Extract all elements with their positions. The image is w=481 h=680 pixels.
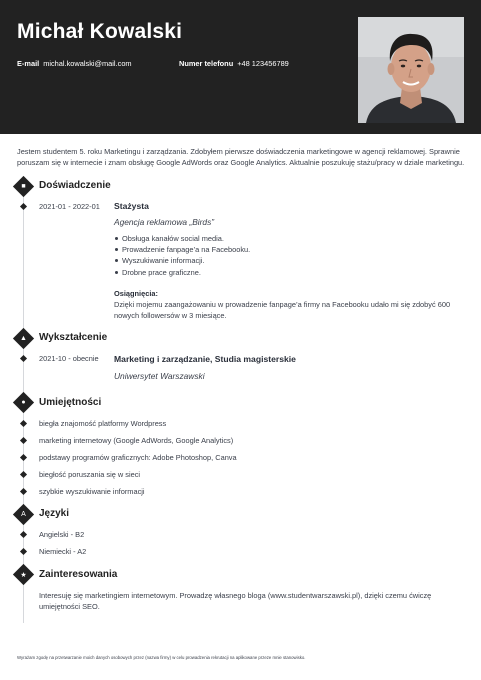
date-start: 2021-10 — [39, 354, 67, 363]
skill-bullet — [20, 420, 27, 427]
translate-icon: A — [13, 504, 34, 525]
degree-title: Marketing i zarządzanie, Studia magisterskie — [114, 354, 296, 364]
contact-phone — [179, 59, 289, 68]
profile-summary: Jestem studentem 5. roku Marketingu i zarządzania. Zdobyłem pierwsze doświadczenia marketingowe w agencji reklamowej. Sprawnie poruszam się w internecie i znam obsługę Google AdWords oraz Google Analytics. Aktualnie poszukuję stażu/pracy w dziale marketingu. — [17, 147, 465, 168]
skill-item: marketing internetowy (Google AdWords, Google Analytics) — [39, 436, 234, 445]
achievements-text: Dzięki mojemu zaangażowaniu w prowadzenie fanpage’a firmy na Facebooku udało mi się zdobyć 600 nowych followersów w 3 miesiące. — [114, 300, 451, 321]
contact-email — [17, 59, 132, 68]
star-icon: ★ — [13, 564, 34, 585]
company-name: Agencja reklamowa „Birds” — [114, 217, 215, 227]
phone-label: Numer telefonu — [179, 59, 234, 68]
skill-bullet — [20, 488, 27, 495]
skill-bullet — [20, 454, 27, 461]
interests-text: Interesuję się marketingiem internetowym. Prowadzę własnego bloga (www.studentwarszawski.pl), dzięki czemu ćwiczę umiejętności SEO. — [39, 591, 432, 612]
list-item: Prowadzenie fanpage’a na Facebooku. — [114, 244, 250, 255]
skill-item: biegłość poruszania się w sieci — [39, 470, 141, 479]
section-title-languages: Języki — [39, 508, 70, 519]
resume-header — [0, 0, 481, 134]
date-start: 2021-01 — [39, 202, 67, 211]
language-bullet — [20, 548, 27, 555]
skill-bullet — [20, 471, 27, 478]
education-date — [39, 354, 99, 363]
duties-list — [114, 233, 250, 278]
experience-date — [39, 202, 100, 211]
section-title-interests: Zainteresowania — [39, 569, 118, 580]
achievements-label: Osiągnięcia: — [114, 289, 158, 298]
skill-item: szybkie wyszukiwanie informacji — [39, 487, 145, 496]
experience-bullet — [20, 203, 27, 210]
section-title-education: Wykształcenie — [39, 332, 108, 343]
lightbulb-icon: ● — [13, 392, 34, 413]
candidate-name: Michał Kowalski — [17, 20, 183, 43]
language-bullet — [20, 531, 27, 538]
profile-photo — [358, 17, 464, 123]
date-end: obecnie — [72, 354, 99, 363]
date-separator: - — [68, 354, 71, 363]
date-separator: - — [68, 202, 71, 211]
skill-item: podstawy programów graficznych: Adobe Photoshop, Canva — [39, 453, 237, 462]
briefcase-icon: ■ — [13, 176, 34, 197]
list-item: Obsługa kanałów social media. — [114, 233, 250, 244]
section-title-skills: Umiejętności — [39, 397, 102, 408]
email-value: michal.kowalski@mail.com — [43, 59, 132, 68]
language-item: Niemiecki - A2 — [39, 547, 87, 556]
education-bullet — [20, 355, 27, 362]
list-item: Wyszukiwanie informacji. — [114, 255, 250, 266]
section-title-experience: Doświadczenie — [39, 180, 111, 191]
list-item: Drobne prace graficzne. — [114, 267, 250, 278]
graduation-cap-icon: ▲ — [13, 328, 34, 349]
email-label: E-mail — [17, 59, 40, 68]
skill-bullet — [20, 437, 27, 444]
gdpr-consent-clause: Wyrażam zgodę na przetwarzanie moich danych osobowych przez (nazwa firmy) w celu prowadzenia rekrutacji na aplikowane przeze mnie stanowisko. — [17, 655, 306, 660]
date-end: 2022-01 — [72, 202, 100, 211]
skill-item: biegła znajomość platformy Wordpress — [39, 419, 167, 428]
job-title: Stażysta — [114, 201, 149, 211]
phone-value: +48 123456789 — [237, 59, 289, 68]
language-item: Angielski - B2 — [39, 530, 85, 539]
school-name: Uniwersytet Warszawski — [114, 371, 205, 381]
